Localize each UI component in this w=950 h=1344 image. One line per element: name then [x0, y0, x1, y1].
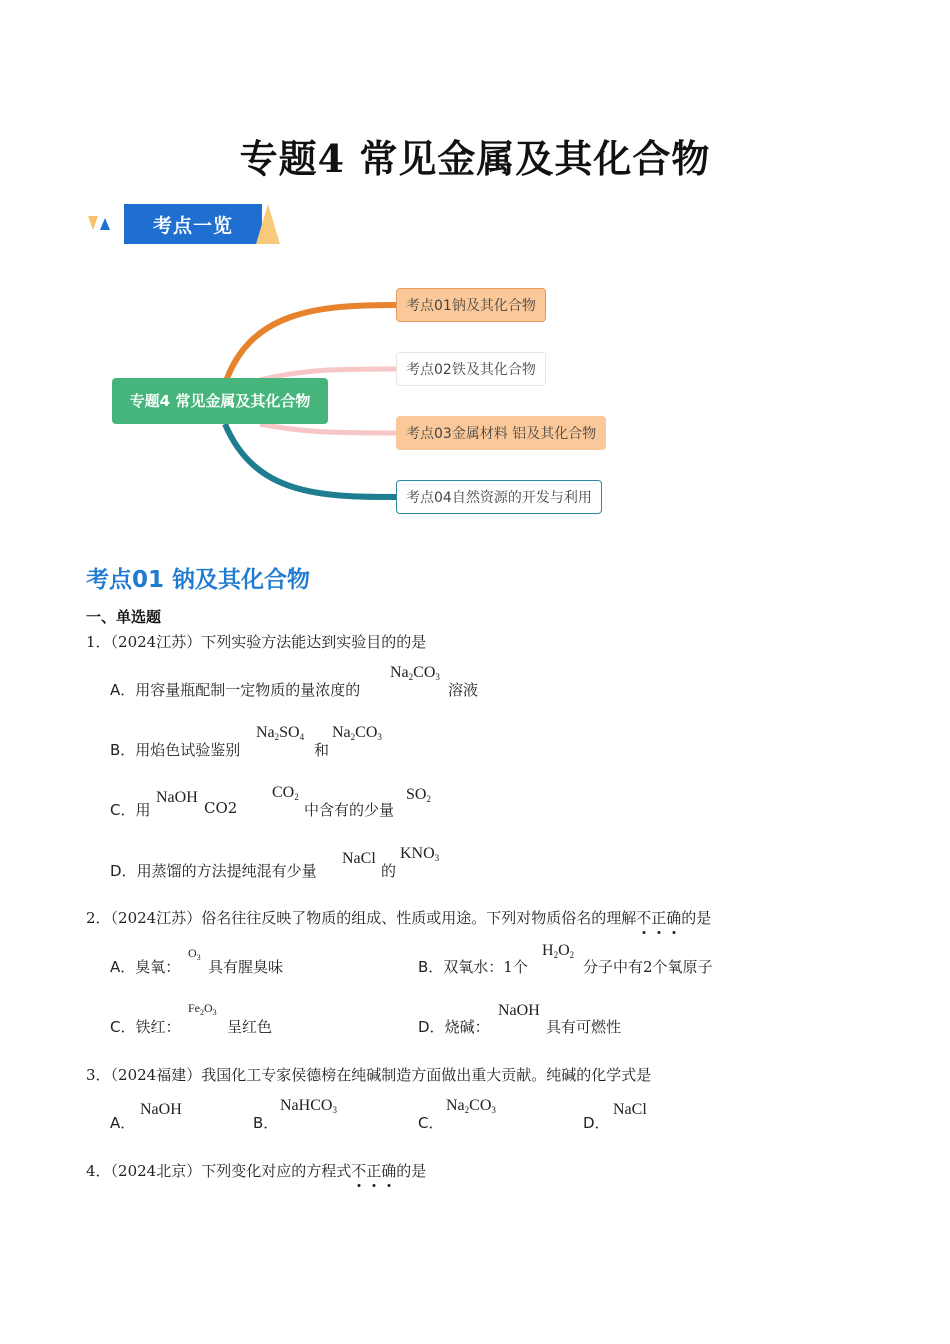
question-number: 3．: [86, 1066, 111, 1084]
section-banner: 考点一览: [124, 204, 262, 244]
option-letter: D．: [110, 862, 137, 880]
mindmap-node-1: 考点01钠及其化合物: [396, 288, 546, 322]
mindmap-node-4: 考点04自然资源的开发与利用: [396, 480, 602, 514]
option-text: 具有可燃性: [546, 1018, 622, 1036]
question-1-stem: [86, 631, 426, 652]
formula: $CO_2$: [272, 784, 299, 802]
option-letter: A．: [110, 958, 136, 976]
question-number: 2．: [86, 909, 111, 927]
q2-option-c: C．铁红：: [110, 1018, 181, 1036]
formula: $KNO_3$: [400, 845, 440, 863]
q1-option-c: C．用: [110, 801, 151, 819]
option-text: 的: [381, 862, 397, 880]
page-title: 专题4 常见金属及其化合物: [239, 136, 711, 181]
formula: $H_2O_2$: [542, 942, 575, 960]
question-text: （2024江苏）下列实验方法能达到实验目的的是: [110, 633, 427, 651]
option-text: CO2: [204, 799, 238, 817]
formula: $Fe_2O_3$: [188, 1001, 217, 1017]
question-3-stem: [86, 1064, 651, 1085]
question-type-heading: 一、单选题: [86, 608, 162, 626]
formula: NaOH: [156, 789, 198, 806]
option-letter: B．: [110, 741, 136, 759]
q3-option-c-letter: C．: [418, 1114, 444, 1132]
formula: NaHCO$_3$: [280, 1097, 337, 1115]
q3-option-a-letter: A．: [110, 1114, 136, 1132]
question-number: 4．: [86, 1162, 111, 1180]
question-text: （2024江苏）俗名往往反映了物质的组成、性质或用途。下列对物质俗名的理解: [110, 909, 637, 927]
option-text: 中含有的少量: [304, 801, 395, 819]
option-letter: A．: [110, 681, 136, 699]
question-2-stem: 2．（2024江苏）俗名往往反映了物质的组成、性质或用途。下列对物质俗名的理解不正确的是: [86, 909, 712, 927]
emphasis-char: 不: [636, 909, 652, 927]
q2-option-b: B．双氧水：1个: [418, 958, 528, 976]
formula: NaCl: [613, 1101, 647, 1118]
mindmap-node-2: 考点02铁及其化合物: [396, 352, 546, 386]
q3-option-b-letter: B．: [253, 1114, 279, 1132]
option-letter: C．: [110, 1018, 136, 1036]
emphasis-char: 正: [651, 909, 667, 927]
option-letter: B．: [418, 958, 444, 976]
option-text: 具有腥臭味: [208, 958, 284, 976]
question-text: （2024北京）下列变化对应的方程式: [110, 1162, 352, 1180]
option-text: 和: [314, 741, 330, 759]
formula: NaOH: [498, 1002, 540, 1019]
formula: $Na_2CO_3$: [446, 1097, 496, 1115]
option-text: 溶液: [448, 681, 479, 699]
option-text: 呈红色: [227, 1018, 273, 1036]
formula: NaOH: [140, 1101, 182, 1118]
triangle-decoration-icon: [256, 204, 282, 244]
q2-option-a: A．臭氧：: [110, 958, 181, 976]
question-text: （2024福建）我国化工专家侯德榜在纯碱制造方面做出重大贡献。纯碱的化学式是: [110, 1066, 652, 1084]
formula: $Na_2CO_3$: [390, 664, 440, 682]
emphasis-char: 不: [351, 1162, 367, 1180]
q3-option-d-letter: D．: [583, 1114, 610, 1132]
question-number: 1．: [86, 633, 111, 651]
formula: $SO_2$: [406, 786, 431, 804]
formula: $Na_2SO_4$: [256, 724, 305, 742]
emphasis-char: 正: [366, 1162, 382, 1180]
q1-option-a: A．用容量瓶配制一定物质的量浓度的: [110, 681, 361, 699]
mindmap-node-3: 考点03金属材料 铝及其化合物: [396, 416, 606, 450]
option-letter: D．: [418, 1018, 445, 1036]
section-title: 考点01 钠及其化合物: [86, 567, 311, 593]
formula: NaCl: [342, 850, 376, 867]
q1-option-b: B．用焰色试验鉴别: [110, 741, 241, 759]
formula: $O_3$: [188, 946, 201, 962]
emphasis-char: 确: [666, 909, 682, 927]
option-text: 分子中有2个氧原子: [583, 958, 713, 976]
question-4-stem: 4．（2024北京）下列变化对应的方程式不正确的是: [86, 1162, 427, 1180]
q1-option-d: D．用蒸馏的方法提纯混有少量: [110, 862, 317, 880]
triangle-decoration-icon: [88, 216, 116, 232]
option-letter: C．: [110, 801, 136, 819]
formula: $Na_2CO_3$: [332, 724, 382, 742]
emphasis-char: 确: [381, 1162, 397, 1180]
q2-option-d: D．烧碱：: [418, 1018, 490, 1036]
mindmap-root: 专题4 常见金属及其化合物: [112, 378, 328, 424]
